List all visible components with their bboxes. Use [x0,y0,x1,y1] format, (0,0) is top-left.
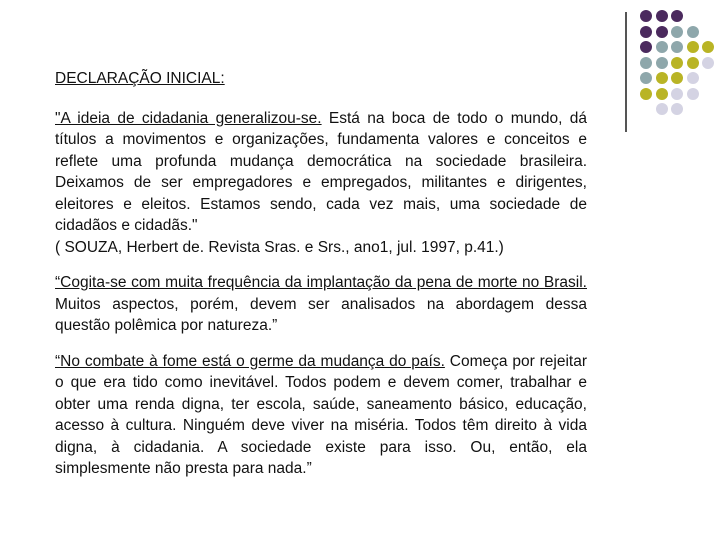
decorative-dot [671,103,683,115]
decorative-dot [687,88,699,100]
decorative-dot [656,41,668,53]
quote-1-text: Está na boca de todo o mundo, dá títulos a movimentos e organizações, fundamenta valores e conceitos e reflete uma profunda mudança democrática na sociedade brasileira. Deixamos de ser empregadores e empregados, militantes e dirigentes, eleitores e eleitos. Estamos sendo, cada vez mais, uma sociedade de cidadãos e cidadãs." [55,109,587,234]
decorative-dot [640,41,652,53]
quote-3-lead: “No combate à fome está o germe da mudança do país. [55,352,445,370]
quote-2-lead: “Cogita-se com muita frequência da implantação da pena de morte no Brasil. [55,274,587,291]
decorative-dot [671,41,683,53]
decorative-dot [640,10,652,22]
decorative-dot [640,88,652,100]
decorative-dot [656,88,668,100]
decorative-dot [702,57,714,69]
decorative-vertical-line [625,12,627,132]
decorative-dot [687,41,699,53]
decorative-dot [671,26,683,38]
decorative-dot [656,57,668,69]
decorative-dot [671,88,683,100]
decorative-dot [656,26,668,38]
decorative-dot [671,10,683,22]
quote-1-source: ( SOUZA, Herbert de. Revista Sras. e Srs., ano1, jul. 1997, p.41.) [55,238,504,256]
decorative-dot [687,72,699,84]
quote-3-text: Começa por rejeitar o que era tido como inevitável. Todos podem e devem comer, trabalhar e obter uma renda digna, ter escola, saúde, saneamento básico, educação, acesso à cultura. Ninguém deve viver na miséria. Todos têm direito à vida digna, à cidadania. A sociedade existe para isso. Ou, então, ela simplesmente não presta para nada.” [55,352,587,477]
quote-2 [55,272,587,337]
decorative-dot [656,103,668,115]
decorative-dot [640,72,652,84]
quote-1-lead: "A ideia de cidadania generalizou-se. [55,109,322,127]
decorative-dot [702,41,714,53]
decorative-dot [656,72,668,84]
decorative-dot [671,57,683,69]
decorative-dot [671,72,683,84]
decorative-dot [687,57,699,69]
heading: DECLARAÇÃO INICIAL: [55,70,225,87]
quote-3 [55,351,587,480]
quote-1 [55,108,587,259]
document-body [55,68,587,494]
quote-2-text: Muitos aspectos, porém, devem ser analisados na abordagem dessa questão polêmica por natureza.” [55,295,587,334]
decorative-dot [656,10,668,22]
decorative-dot [640,57,652,69]
decorative-dot [687,26,699,38]
decorative-dot [640,26,652,38]
decorative-dot-grid [640,10,720,120]
